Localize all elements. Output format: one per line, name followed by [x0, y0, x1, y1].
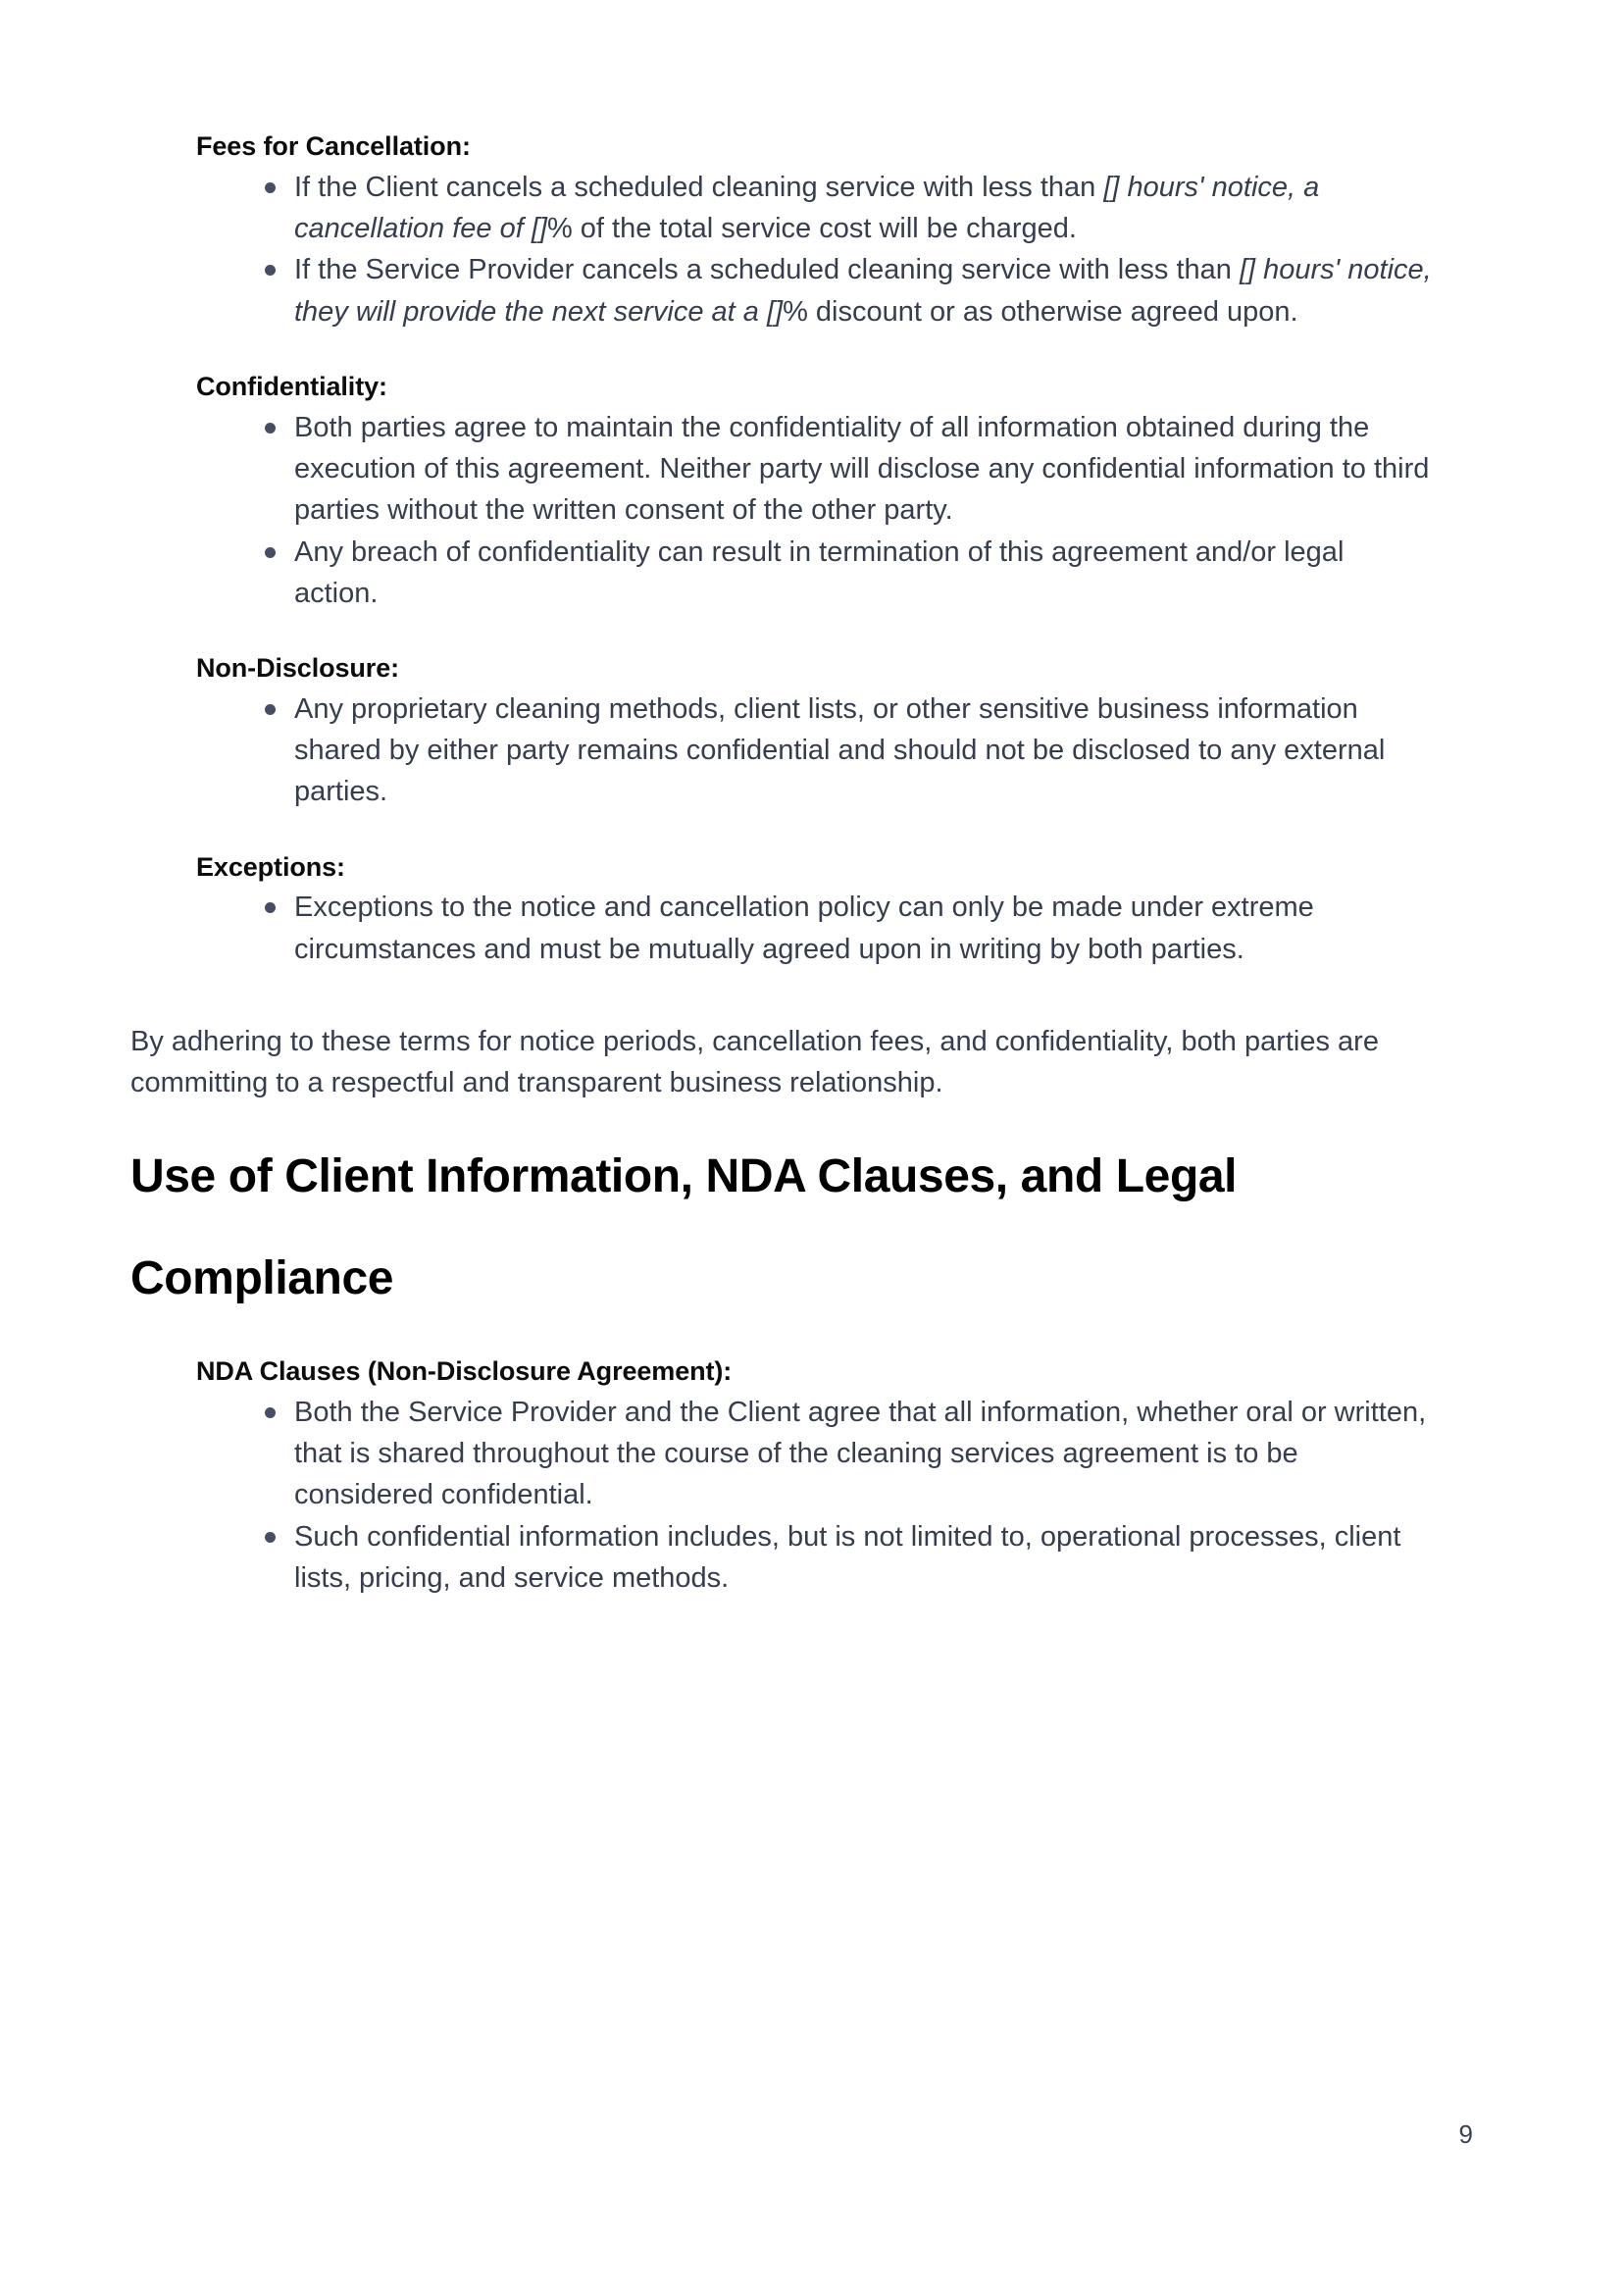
section-subheading: Fees for Cancellation: [196, 131, 471, 161]
list-item [263, 407, 1435, 532]
section-nda-clauses [130, 1354, 1435, 1599]
bullet-text-part: Both parties agree to maintain the confidentiality of all information obtained during the execution of this agreement. Neither party will disclose any confidential information to third parties without the written consent of the other party. [294, 411, 1430, 527]
bullet-text-part-italic: [] [1239, 254, 1256, 286]
list-item [263, 167, 1435, 250]
bullet-text-part: Such confidential information includes, but is not limited to, operational processes, client lists, pricing, and service methods. [294, 1520, 1401, 1594]
bullet-text-part: Any proprietary cleaning methods, client lists, or other sensitive business information shared by either party remains confidential and should not be disclosed to any external parties. [294, 692, 1386, 808]
page-number: 9 [1458, 2119, 1473, 2149]
section-subheading: Exceptions: [196, 851, 345, 882]
bullet-list [130, 1392, 1435, 1600]
list-item [263, 249, 1435, 332]
list-item [263, 1516, 1435, 1600]
bullet-text-part: If the Client cancels a scheduled cleaning service with less than [294, 171, 1104, 203]
bullet-text-part: If the Service Provider cancels a scheduled cleaning service with less than [294, 254, 1240, 286]
bullet-text-part: % of the total service cost will be charged. [546, 212, 1077, 244]
list-item [263, 688, 1435, 813]
bullet-list [130, 167, 1435, 332]
closing-paragraph: By adhering to these terms for notice periods, cancellation fees, and confidentiality, both parties are committing to a respectful and transparent business relationship. [130, 1026, 1379, 1099]
section-spacer [130, 970, 1435, 1021]
bullet-text-part: Any breach of confidentiality can result in termination of this agreement and/or legal action. [294, 535, 1345, 609]
section-spacer [130, 1104, 1435, 1126]
section-subheading: Confidentiality: [196, 371, 387, 401]
section-subheading: NDA Clauses (Non-Disclosure Agreement): [196, 1356, 733, 1386]
section-exceptions [130, 850, 1435, 970]
bullet-text-part: Both the Service Provider and the Client agree that all information, whether oral or written, that is shared throughout the course of the cleaning services agreement is to be considered confidential. [294, 1396, 1427, 1511]
bullet-list [130, 887, 1435, 970]
page-content [130, 129, 1435, 1599]
section-non-disclosure [130, 651, 1435, 813]
bullet-text-part-italic: [] hours' notice, a cancellation fee of [] [294, 171, 1320, 244]
bullet-text-part: % discount or as otherwise agreed upon. [783, 295, 1298, 328]
section-confidentiality [130, 370, 1435, 614]
list-item [263, 1392, 1435, 1516]
bullet-text-part: Exceptions to the notice and cancellation policy can only be made under extreme circumstances and must be mutually agreed upon in writing by both parties. [294, 892, 1314, 965]
bullet-list [130, 688, 1435, 813]
list-item [263, 887, 1435, 970]
bullet-list [130, 407, 1435, 615]
section-spacer [130, 1331, 1435, 1354]
list-item [263, 532, 1435, 615]
section-subheading: Non-Disclosure: [196, 653, 400, 684]
bullet-text-part [1255, 254, 1263, 285]
section-fees-for-cancellation [130, 129, 1435, 332]
page-title: Use of Client Information, NDA Clauses, and Legal Compliance [130, 1149, 1238, 1305]
section-spacer [130, 813, 1435, 850]
section-spacer [130, 614, 1435, 651]
bullet-text-part-italic: hours' notice, they will provide the next service at a [] [294, 254, 1432, 328]
section-spacer [130, 332, 1435, 370]
